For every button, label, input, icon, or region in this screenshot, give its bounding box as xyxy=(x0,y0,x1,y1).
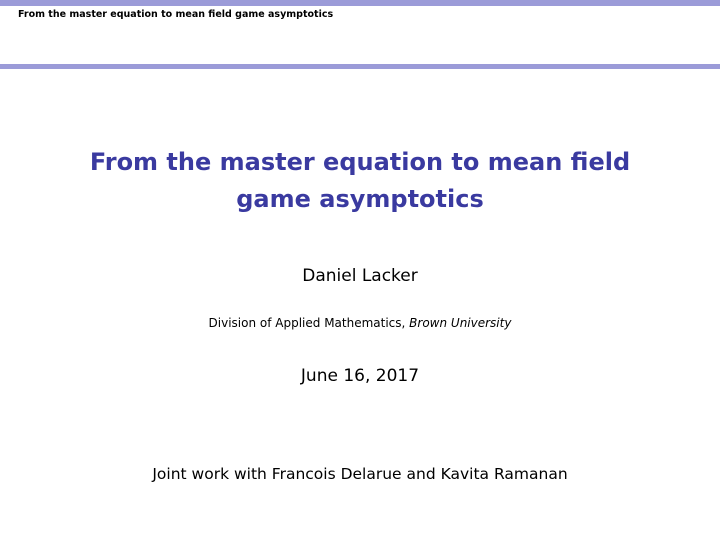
header-band-bottom xyxy=(0,64,720,69)
affiliation-institution: Brown University xyxy=(409,316,512,330)
running-title: From the master equation to mean field game asymptotics xyxy=(18,9,334,20)
presentation-date: June 16, 2017 xyxy=(300,366,420,386)
author-name: Daniel Lacker xyxy=(302,266,418,286)
header-band-top xyxy=(0,0,720,6)
slide-title: From the master equation to mean field game asymptotics xyxy=(89,148,631,213)
affiliation xyxy=(0,316,720,330)
affiliation-department: Division of Applied Mathematics, xyxy=(208,316,406,330)
collaborators-note: Joint work with Francois Delarue and Kavita Ramanan xyxy=(152,465,568,483)
